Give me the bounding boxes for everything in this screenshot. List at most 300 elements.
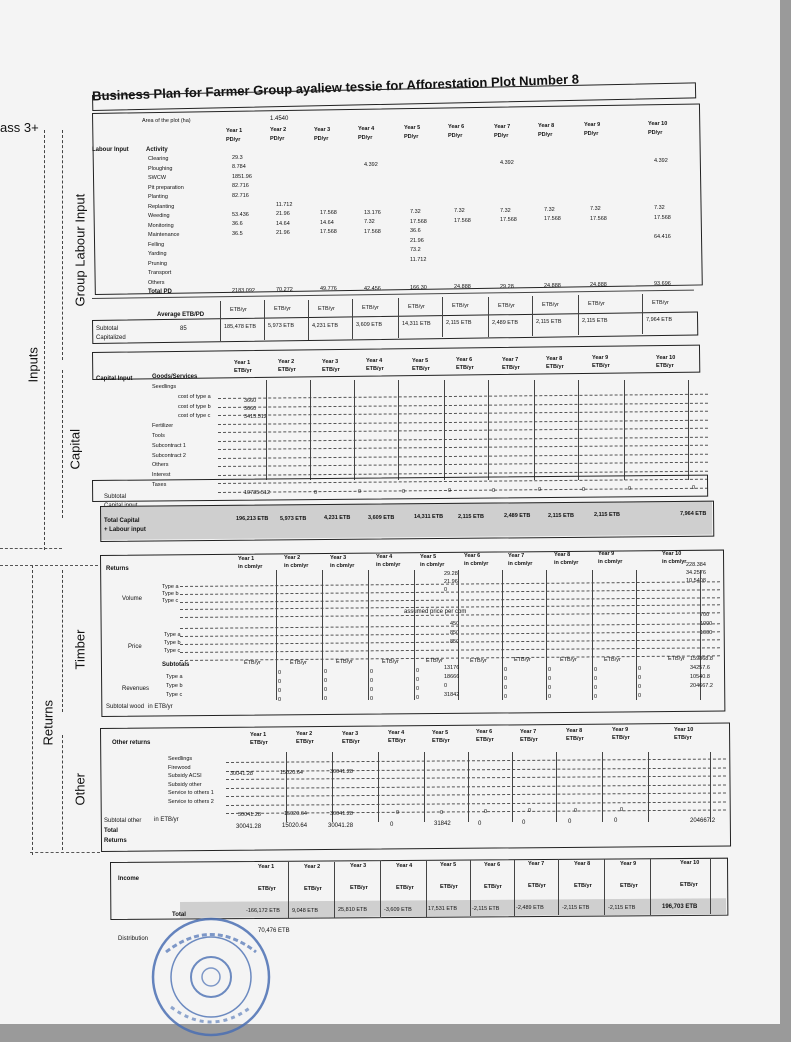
income-year-unit-5: ETB/yr (440, 884, 458, 891)
revenue-type-1: Type a (166, 674, 183, 680)
capital-year-unit-2: ETB/yr (278, 367, 296, 374)
capital-item-4: cost of type c (178, 413, 211, 420)
capital-item-8: Subcontract 2 (152, 452, 186, 459)
labour-value: 1851.96 (232, 173, 252, 180)
other-year-9: Year 9 (612, 727, 629, 734)
subsidy-acsi-y3: 30041.28 (330, 769, 353, 776)
capital-year-unit-4: ETB/yr (366, 366, 384, 373)
capital-item-5: Fertilizer (152, 423, 174, 430)
labour-table-frame (92, 103, 703, 295)
labour-activity-15: Total PD (148, 289, 172, 295)
capital-item-11: Taxes (152, 482, 167, 488)
labour-etb-unit-8: ETB/yr (542, 302, 559, 308)
revenue-y7: 0 (548, 694, 552, 701)
inputs-frame-line (44, 130, 45, 550)
activity-label: Activity (146, 147, 168, 153)
timber-etb-unit-4: ETB/yr (382, 658, 399, 665)
income-col-divider (288, 862, 289, 918)
volume-type-2: Type b (162, 591, 179, 597)
income-total-7: -2,489 ETB (516, 905, 544, 912)
price-label: Price (128, 644, 142, 650)
timber-year-unit-6: in cbm/yr (464, 561, 489, 568)
capital-year-unit-10: ETB/yr (656, 362, 674, 369)
capital-grid-row (218, 436, 708, 441)
income-year-unit-6: ETB/yr (484, 883, 502, 890)
labour-activity-6: Replanting (148, 203, 175, 210)
labour-subtotal-5: 14,311 ETB (402, 321, 431, 328)
total-returns-y9: 0 (614, 818, 618, 825)
other-year-unit-6: ETB/yr (476, 737, 494, 744)
capital-subtotal-box (92, 475, 708, 502)
income-total-10: 196,703 ETB (662, 903, 698, 910)
revenue-type-3: Type c (166, 692, 183, 698)
capital-year-6: Year 6 (456, 357, 473, 364)
labour-activity-9: Maintenance (148, 232, 180, 238)
volume-y5-3: 0 (444, 587, 448, 593)
labour-value: 4.392 (654, 157, 668, 164)
capital-year-unit-3: ETB/yr (322, 366, 340, 373)
price-y5-1: 450 (450, 621, 460, 627)
labour-value: 82.716 (232, 192, 249, 199)
capital-grid-col (688, 380, 689, 480)
labour-activity-2: Ploughing (148, 165, 173, 172)
labour-activity-3: SWCW (148, 175, 167, 181)
revenue-y3: 0 (370, 668, 374, 675)
income-col-divider (650, 859, 651, 915)
labour-value: 17.568 (544, 216, 561, 223)
labour-value: 17.568 (364, 228, 381, 235)
labour-subtotal-6: 2,115 ETB (446, 320, 472, 327)
capital-year-unit-7: ETB/yr (502, 364, 520, 371)
revenue-y8: 0 (594, 684, 598, 691)
capital-subtotal-1: 10735.512 (244, 490, 270, 496)
timber-year-4: Year 4 (376, 554, 393, 561)
revenue-y6: 0 (504, 676, 508, 683)
revenue-y2: 0 (324, 669, 328, 676)
capital-frame-line (62, 370, 63, 518)
labour-year-unit-10: PD/yr (648, 130, 663, 137)
avg-etb-label: Average ETB/PD (157, 312, 205, 318)
timber-col-divider (592, 570, 593, 700)
subtotal-other-y3: 30041.28 (330, 810, 353, 817)
timber-returns-label: Returns (106, 566, 129, 572)
timber-col-divider (322, 570, 323, 700)
labour-col-divider (442, 297, 443, 337)
timber-year-10: Year 10 (662, 550, 682, 557)
total-returns-y4: 0 (390, 821, 394, 828)
timber-etb-unit-7: ETB/yr (514, 657, 531, 664)
timber-year-unit-8: in cbm/yr (554, 559, 579, 566)
labour-subtotal-2: 5,973 ETB (268, 323, 294, 330)
timber-year-unit-9: in cbm/yr (598, 559, 623, 566)
labour-subtotal-4: 3,609 ETB (356, 321, 382, 328)
revenue-y5-2: 18666 (444, 674, 460, 680)
corner-label: ass 3+ (0, 120, 39, 135)
income-year-unit-1: ETB/yr (258, 886, 276, 892)
labour-year-unit-5: PD/yr (404, 134, 419, 141)
labour-etb-unit-4: ETB/yr (362, 304, 379, 311)
timber-year-8: Year 8 (554, 551, 571, 558)
capital-grid-row (218, 394, 708, 399)
labour-activity-11: Yarding (148, 251, 167, 257)
labour-value: 11.712 (276, 201, 293, 208)
labour-subtotal-1: 185,478 ETB (224, 324, 257, 330)
other-frame-line (62, 735, 63, 850)
timber-col-divider (368, 570, 369, 700)
labour-value: 17.568 (410, 218, 427, 225)
subtotal-other-y2: 15020.64 (284, 811, 307, 818)
revenue-y5-1: 13176 (444, 665, 460, 671)
labour-value: 7.32 (544, 206, 555, 213)
total-returns-label-1: Total (104, 828, 118, 834)
labour-subtotal-9: 2,115 ETB (582, 318, 608, 325)
other-item-5: Service to others 1 (168, 790, 214, 796)
revenue-y10-3: 10540.8 (690, 674, 710, 680)
labour-value: 82.716 (232, 183, 249, 190)
income-year-9: Year 9 (620, 860, 637, 867)
labour-activity-1: Clearing (148, 156, 169, 162)
labour-value: 166.30 (410, 285, 427, 292)
revenue-y5-4: 31842 (444, 692, 460, 698)
total-capital-4: 3,609 ETB (368, 514, 395, 521)
revenue-y7: 0 (548, 676, 552, 683)
income-year-unit-9: ETB/yr (620, 882, 638, 889)
timber-col-divider (414, 570, 415, 700)
other-year-unit-10: ETB/yr (674, 734, 692, 741)
labour-col-divider (220, 301, 221, 341)
total-returns-y5: 31842 (434, 821, 451, 828)
timber-year-unit-5: in cbm/yr (420, 561, 445, 568)
labour-value: 29.3 (232, 154, 243, 161)
price-y5-2: 850 (450, 630, 460, 636)
labour-value: 17.568 (654, 214, 671, 221)
assumed-price-label: assumed price per cbm (404, 609, 467, 615)
total-capital-3: 4,231 ETB (324, 515, 351, 521)
income-col-divider (380, 861, 381, 917)
revenue-y7: 0 (548, 667, 552, 674)
revenue-y6: 0 (504, 694, 508, 701)
labour-value: 42.456 (364, 285, 381, 292)
volume-type-3: Type c (162, 598, 179, 604)
other-year-10: Year 10 (674, 726, 694, 733)
timber-year-unit-4: in cbm/yr (376, 562, 401, 569)
revenue-y8: 0 (594, 675, 598, 682)
capital-grid-col (444, 380, 445, 480)
timber-etb-unit-9: ETB/yr (604, 656, 621, 663)
volume-y10-3: 10.5408 (686, 578, 706, 584)
revenue-y3: 0 (370, 686, 374, 693)
revenue-y5-3: 0 (444, 683, 448, 689)
labour-col-divider (578, 295, 579, 335)
revenue-y1: 0 (278, 696, 282, 703)
revenue-y3: 0 (370, 695, 374, 702)
income-year-2: Year 2 (304, 863, 321, 870)
revenue-y9: 0 (638, 666, 642, 673)
labour-value: 53.436 (232, 211, 249, 218)
labour-etb-unit-6: ETB/yr (452, 303, 469, 310)
labour-value: 21.96 (276, 230, 290, 237)
other-item-6: Service to others 2 (168, 798, 214, 805)
income-year-unit-7: ETB/yr (528, 883, 546, 890)
labour-value: 7.32 (410, 209, 421, 216)
revenue-y10-1: 159868.8 (690, 656, 713, 662)
timber-year-6: Year 6 (464, 553, 481, 560)
inputs-frame-bottom (0, 548, 62, 549)
total-capital-6: 2,115 ETB (458, 513, 484, 520)
capital-year-2: Year 2 (278, 359, 295, 366)
timber-col-divider (700, 570, 701, 700)
labour-year-6: Year 6 (448, 124, 465, 131)
returns-label: Returns (40, 699, 56, 746)
labour-activity-10: Felling (148, 241, 165, 248)
price-y5-3: 850 (450, 639, 460, 645)
labour-value: 93.696 (654, 281, 671, 288)
labour-value: 7.32 (364, 219, 375, 226)
timber-year-unit-10: in cbm/yr (662, 558, 687, 565)
timber-col-divider (276, 570, 277, 700)
labour-value: 13.176 (364, 209, 381, 216)
labour-value: 70.272 (276, 287, 293, 294)
labour-value: 14.64 (276, 220, 290, 227)
other-year-unit-1: ETB/yr (250, 740, 268, 746)
income-col-divider (334, 862, 335, 918)
returns-frame-bottom (30, 852, 100, 853)
labour-value: 24.888 (590, 282, 607, 289)
revenue-y9: 0 (638, 693, 642, 700)
labour-etb-unit-9: ETB/yr (588, 301, 605, 308)
income-col-divider (426, 861, 427, 917)
subtotal-wood-unit: in ETB/yr (148, 704, 173, 710)
labour-year-1: Year 1 (226, 128, 243, 134)
labour-value: 36.6 (410, 228, 421, 235)
income-total-8: -2,115 ETB (562, 904, 590, 911)
labour-year-2: Year 2 (270, 127, 287, 134)
capital-label: Capital (67, 429, 83, 470)
total-returns-y1: 30041.28 (236, 824, 262, 830)
capital-item-value-3: 3660 (244, 406, 257, 412)
income-year-unit-2: ETB/yr (304, 885, 322, 892)
other-year-unit-9: ETB/yr (612, 735, 630, 742)
total-returns-y8: 0 (568, 819, 572, 826)
total-capital-1: 196,213 ETB (236, 516, 269, 522)
official-seal-stamp (146, 912, 276, 1042)
revenue-y6: 0 (504, 667, 508, 674)
capital-subtotal-label: Subtotal (104, 494, 127, 500)
price-y10-3: 1000 (700, 630, 713, 636)
capital-grid-col (534, 380, 535, 480)
revenue-type-2: Type b (166, 683, 183, 689)
total-capital-7: 2,489 ETB (504, 512, 531, 519)
capital-subtotal-9: 0 (628, 485, 632, 492)
other-year-6: Year 6 (476, 729, 493, 736)
distribution-label: Distribution (118, 936, 149, 942)
other-col-divider (378, 752, 379, 822)
income-col-divider (558, 859, 559, 915)
revenue-y10-2: 34257.6 (690, 665, 710, 671)
subtotal-other-y7: 0 (528, 808, 532, 815)
labour-input-label: Labour Input (92, 147, 129, 153)
labour-value: 7.32 (590, 206, 601, 213)
capital-year-unit-1: ETB/yr (234, 368, 252, 374)
income-total-4: -3,609 ETB (384, 906, 412, 913)
income-total-label: Total (172, 912, 186, 918)
labour-value: 36.5 (232, 230, 243, 237)
labour-value: 17.568 (500, 217, 517, 224)
price-y10-1: 700 (700, 612, 710, 618)
revenue-y4: 0 (416, 677, 420, 684)
labour-etb-unit-1: ETB/yr (230, 307, 247, 313)
income-year-6: Year 6 (484, 861, 501, 868)
income-year-unit-8: ETB/yr (574, 882, 592, 889)
labour-value: 7.32 (654, 205, 665, 212)
capital-item-2: cost of type a (178, 393, 211, 400)
other-year-unit-2: ETB/yr (296, 739, 314, 746)
labour-value: 29.28 (500, 283, 514, 290)
revenue-y2: 0 (324, 678, 328, 685)
timber-etb-unit-3: ETB/yr (336, 659, 353, 666)
revenue-y3: 0 (370, 677, 374, 684)
labour-col-divider (398, 298, 399, 338)
other-year-unit-7: ETB/yr (520, 736, 538, 743)
total-capital-9: 2,115 ETB (594, 511, 620, 518)
capital-year-7: Year 7 (502, 356, 519, 363)
other-year-unit-5: ETB/yr (432, 737, 450, 744)
other-year-7: Year 7 (520, 728, 537, 735)
income-col-divider (604, 859, 605, 915)
total-capital-box (100, 501, 714, 542)
labour-year-9: Year 9 (584, 122, 601, 129)
capital-year-unit-9: ETB/yr (592, 363, 610, 370)
timber-col-divider (502, 570, 503, 700)
labour-value: 64.416 (654, 233, 671, 240)
capital-subtotal-7: 0 (538, 486, 542, 493)
capital-item-1: Seedlings (152, 384, 177, 390)
labour-year-5: Year 5 (404, 125, 421, 132)
revenue-y8: 0 (594, 666, 598, 673)
other-year-unit-8: ETB/yr (566, 735, 584, 742)
group-labour-label: Group Labour Input (72, 193, 88, 307)
labour-value: 17.568 (590, 215, 607, 222)
labour-col-divider (532, 296, 533, 336)
revenues-label: Revenues (122, 686, 150, 692)
labour-activity-4: Pit preparation (148, 184, 184, 191)
total-returns-y2: 15020.64 (282, 823, 308, 830)
labour-frame-line (62, 130, 63, 360)
other-col-divider (710, 752, 711, 822)
timber-year-2: Year 2 (284, 555, 301, 562)
total-returns-y10: 204667.2 (690, 817, 716, 824)
income-total-3: 25,810 ETB (338, 907, 368, 914)
capital-input-label: Capital Input (96, 376, 133, 382)
timber-etb-unit-5: ETB/yr (426, 658, 443, 665)
labour-value: 17.568 (320, 210, 337, 217)
timber-year-unit-7: in cbm/yr (508, 560, 533, 567)
capital-year-4: Year 4 (366, 358, 383, 365)
total-returns-y3: 30041.28 (328, 822, 354, 829)
subtotal-other-label: Subtotal other (104, 818, 142, 824)
total-capital-label: Total Capital (104, 518, 140, 524)
total-capital-2: 5,973 ETB (280, 515, 307, 522)
labour-value: 73.2 (410, 247, 421, 254)
total-returns-y6: 0 (478, 820, 482, 827)
labour-value: 7.32 (500, 207, 511, 214)
labour-col-divider (308, 300, 309, 340)
capital-grid-row (218, 445, 708, 450)
subsidy-acsi-y1: 30041.28 (230, 771, 253, 777)
labour-activity-7: Weeding (148, 213, 170, 219)
income-year-unit-4: ETB/yr (396, 884, 414, 891)
other-year-8: Year 8 (566, 727, 583, 734)
price-type-2: Type b (164, 640, 181, 646)
returns-frame-line (32, 565, 33, 855)
capital-grid-row (218, 402, 708, 407)
subtotal-other-y5: 0 (440, 809, 444, 816)
price-type-3: Type c (164, 648, 181, 654)
other-item-1: Seedlings (168, 756, 193, 762)
capital-item-3: cost of type b (178, 403, 211, 410)
timber-year-3: Year 3 (330, 554, 347, 561)
capital-item-value-4: 3415.512 (244, 414, 267, 420)
labour-year-4: Year 4 (358, 125, 375, 132)
volume-y5-2: 21.96 (444, 579, 458, 585)
volume-y10-2: 34.2576 (686, 570, 706, 576)
page-title: Business Plan for Farmer Group ayaliew tessie for Afforestation Plot Number 8 (91, 71, 580, 104)
subsidy-acsi-y2: 15020.64 (280, 770, 303, 777)
timber-year-unit-2: in cbm/yr (284, 563, 309, 570)
other-returns-label: Other returns (112, 740, 151, 746)
other-col-divider (512, 752, 513, 822)
other-col-divider (468, 752, 469, 822)
revenue-y4: 0 (416, 695, 420, 702)
timber-year-5: Year 5 (420, 553, 437, 560)
other-col-divider (648, 752, 649, 822)
other-col-divider (602, 752, 603, 822)
income-year-4: Year 4 (396, 862, 413, 869)
timber-col-divider (636, 570, 637, 700)
labour-subtotal-10: 7,964 ETB (646, 317, 672, 324)
capital-subtotal-8: 0 (582, 486, 586, 493)
volume-y10-1: 228.384 (686, 562, 706, 568)
revenue-y4: 0 (416, 668, 420, 675)
income-year-8: Year 8 (574, 860, 591, 867)
capital-grid-row (218, 428, 708, 433)
labour-year-8: Year 8 (538, 123, 555, 129)
timber-etb-unit-6: ETB/yr (470, 657, 487, 664)
revenue-y2: 0 (324, 687, 328, 694)
subtotal-other-y8: 0 (574, 807, 578, 814)
labour-value: 24.888 (454, 284, 471, 291)
timber-frame-line (62, 570, 63, 712)
income-label: Income (118, 876, 140, 882)
distribution-value: 70,476 ETB (258, 928, 290, 934)
timber-year-1: Year 1 (238, 556, 255, 562)
labour-year-unit-2: PD/yr (270, 136, 285, 143)
other-year-3: Year 3 (342, 730, 359, 737)
other-year-1: Year 1 (250, 732, 267, 738)
labour-year-unit-1: PD/yr (226, 137, 241, 143)
capital-subtotal-4: 0 (402, 488, 406, 495)
labour-value: 7.32 (454, 208, 465, 215)
capital-subtotal-5: 0 (448, 488, 452, 494)
labour-value: 11.712 (410, 256, 427, 263)
income-year-10: Year 10 (680, 859, 700, 866)
labour-value: 8.784 (232, 164, 246, 171)
labour-input-total-label: + Labour input (104, 527, 146, 533)
subtotal-other-y1: 30041.28 (238, 812, 261, 818)
labour-activity-8: Monitoring (148, 222, 174, 229)
timber-label: Timber (72, 629, 88, 670)
labour-subtotal-8: 2,115 ETB (536, 319, 562, 325)
